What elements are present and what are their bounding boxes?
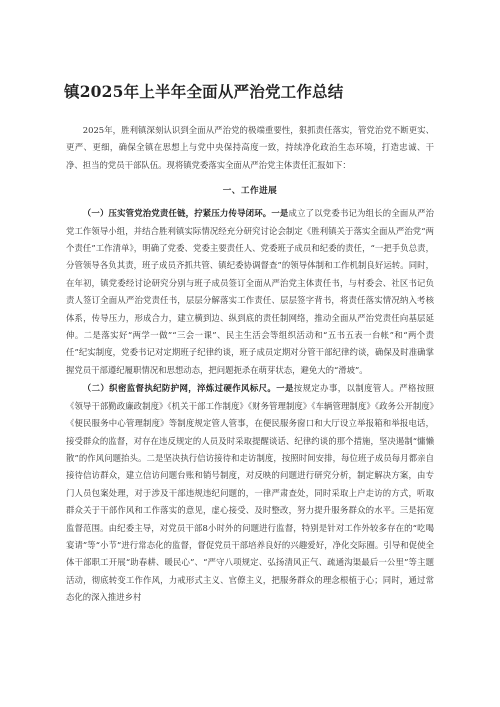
paragraph-lead: （二）织密监督执纪防护网，淬炼过硬作风标尺。 [82,383,277,394]
document-title: 镇2025年上半年全面从严治党工作总结 [64,82,344,101]
paragraph-lead: （一）压实管党治党责任链，拧紧压力传导闭环。 [82,208,272,219]
paragraph-body: 按规定办事，以制度管人。严格按照《领导干部勤政廉政制度》《机关干部工作制度》《财务管理制度》《车辆管理制度》《政务公开制度》《便民服务中心管理制度》等制度规定管人管事，在便民服务窗口和大厅设立举报箱和举报电话，接受群众的监督，对存在违反规定的人员及时采取提醒谈话、纪律约谈的那个措施，坚决遏制“慵懒散”的作风问题抬头。二是坚决执行信访接待和走访制度，按照时间安排，每位班子成员每月都亲自接待信访群众，建立信访问题台账和销号制度，对反映的问题进行研究分析，制定解决方案，由专门人员包案处理，对于涉及干部违规违纪问题的，一律严肃查处，同时采取上户走访的方式，听取群众关于干部作风和工作落实的意见，虚心接受、及时整改，努力提升服务群众的水平。三是拓宽监督范围。由纪委主导，对党员干部8小时外的问题进行监督，特别是针对工作外较多存在的“吃喝宴请”等“小节”进行常态化的监督，督促党员干部培养良好的兴趣爱好，净化交际圈。引导和促使全体干部职工开展“助春耕、暖民心”、“严守八项规定、弘扬清风正气、疏通沟渠最后一公里”等主题活动，彻底转变工作作风，力戒形式主义、官僚主义，把服务群众的理念根植于心；同时，通过常态化的深入推进乡村 [66,383,435,603]
paragraph-supervision-network [66,380,434,606]
paragraph-body: 成立了以党委书记为组长的全面从严治党工作领导小组，并结合胜利镇实际情况经充分研究讨论会制定《胜利镇关于落实全面从严治党“两个责任”工作清单》，明确了党委、党委主要责任人、党委班子成员和纪委的责任，“一把手负总责，分管领导各负其责，班子成员齐抓共管、镇纪委协调督查”的领导体制和工作机制良好运转。同时，在年初，镇党委经讨论研究分别与班子成员签订全面从严治党主体责任书，与村委会、社区书记负责人签订全面从严治党责任书，层层分解落实工作责任、层层签字背书，将责任落实情况纳入考核体系，传导压力，形成合力，建立横到边、纵到底的责任制网络，推动全面从严治党责任向基层延伸。二是落实好“两学一做”“三会一课”、民主生活会等组织活动和“五书五表一台帐”和“两个责任”纪实制度，党委书记对定期班子纪律约谈，班子成员定期对分管干部纪律约谈，确保及时准确掌握党员干部遵纪履职情况和思想动态，把问题扼杀在萌芽状态，避免大的“滑坡”。 [66,208,435,375]
paragraph-marker: 一是 [271,208,289,219]
paragraph-responsibility-chain [66,205,434,379]
section-heading-progress: 一、工作进展 [222,186,278,197]
paragraph-marker: 一是 [276,383,294,394]
intro-paragraph: 2025年，胜利镇深刻认识到全面从严治党的极端重要性，狠抓责任落实，管党治党不断更实、更严、更细，确保全镇在思想上与党中央保持高度一致，持续净化政治生态环境，打造忠诚、干净、担当的党员干部队伍。现将镇党委落实全面从严治党主体责任汇报如下： [66,125,434,170]
